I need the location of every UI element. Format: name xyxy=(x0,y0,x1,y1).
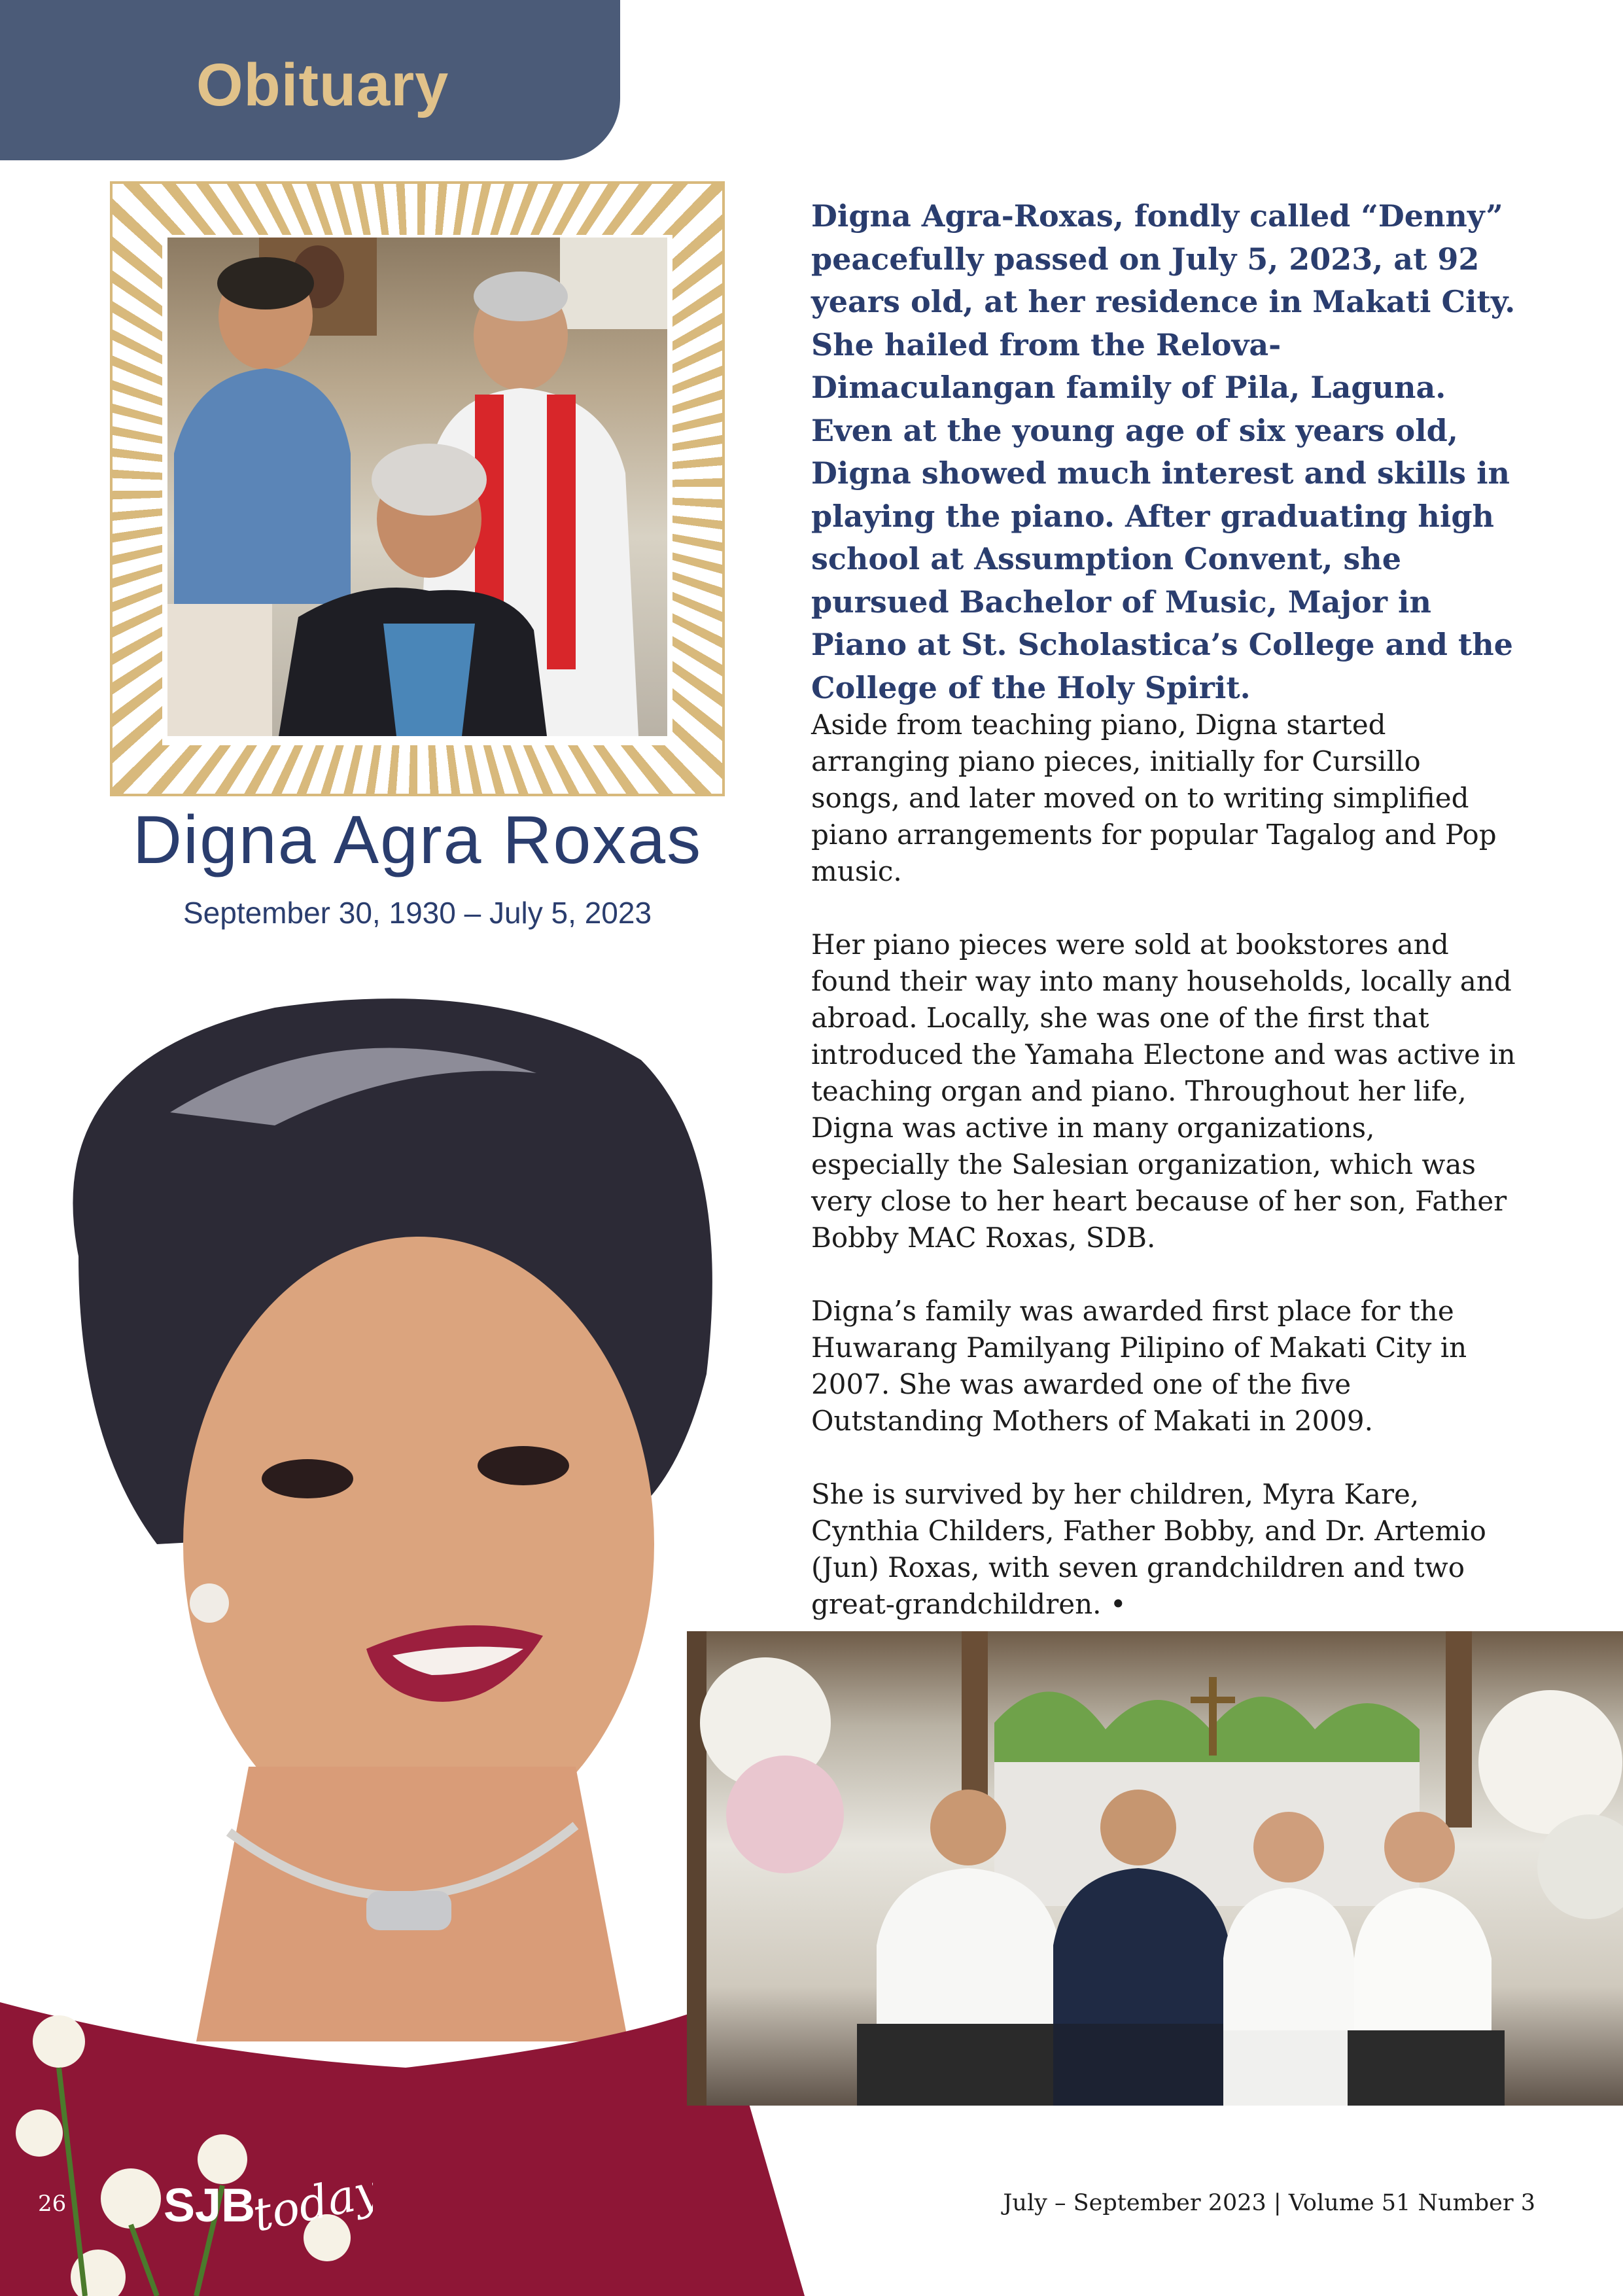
section-title: Obituary xyxy=(196,52,449,118)
deceased-name: Digna Agra Roxas xyxy=(132,802,703,878)
section-banner xyxy=(0,0,620,160)
body-paragraph: Aside from teaching piano, Digna started arranging piano pieces, initially for Cursillo songs, and later moved on to writing simplified piano arrangements for popular Tagalog and Pop music. xyxy=(811,709,1497,887)
logo-main: SJB xyxy=(164,2180,256,2232)
body-paragraph: She is survived by her children, Myra Kare, Cynthia Childers, Father Bobby, and Dr. Artemio (Jun) Roxas, with seven grandchildren and two great-grandchildren. • xyxy=(811,1478,1486,1620)
article-body xyxy=(811,707,1518,1659)
lead-paragraph: Digna Agra-Roxas, fondly called “Denny” peacefully passed on July 5, 2023, at 92 years old, at her residence in Makati City. She hailed from the Relova-Dimaculangan family of Pila, Laguna. Even at the young age of six years old, Digna showed much interest and skills in playing the piano. After graduating high school at Assumption Convent, she pursued Bachelor of Music, Major in Piano at St. Scholastica’s College and the College of the Holy Spirit. xyxy=(811,198,1516,705)
logo-script: today xyxy=(248,2163,373,2242)
page-number: 26 xyxy=(38,2191,67,2217)
family-photo-bottom xyxy=(687,1631,1623,2106)
body-paragraph: Her piano pieces were sold at bookstores and found their way into many households, locally and abroad. Locally, she was one of the first that introduced the Yamaha Electone and was active in teaching organ and piano. Throughout her life, Digna was active in many organizations, especially the Salesian organization, which was very close to her heart because of her son, Father Bobby MAC Roxas, SDB. xyxy=(811,928,1516,1254)
body-paragraph: Digna’s family was awarded first place for the Huwarang Pamilyang Pilipino of Makati City in 2007. She was awarded one of the five Outstanding Mothers of Makati in 2009. xyxy=(811,1295,1467,1437)
issue-info: July – September 2023 | Volume 51 Number 3 xyxy=(1003,2190,1535,2216)
magazine-logo xyxy=(157,2159,373,2257)
life-dates: September 30, 1930 – July 5, 2023 xyxy=(183,896,652,930)
family-photo-top xyxy=(167,238,667,736)
portrait-photo xyxy=(0,981,805,2296)
